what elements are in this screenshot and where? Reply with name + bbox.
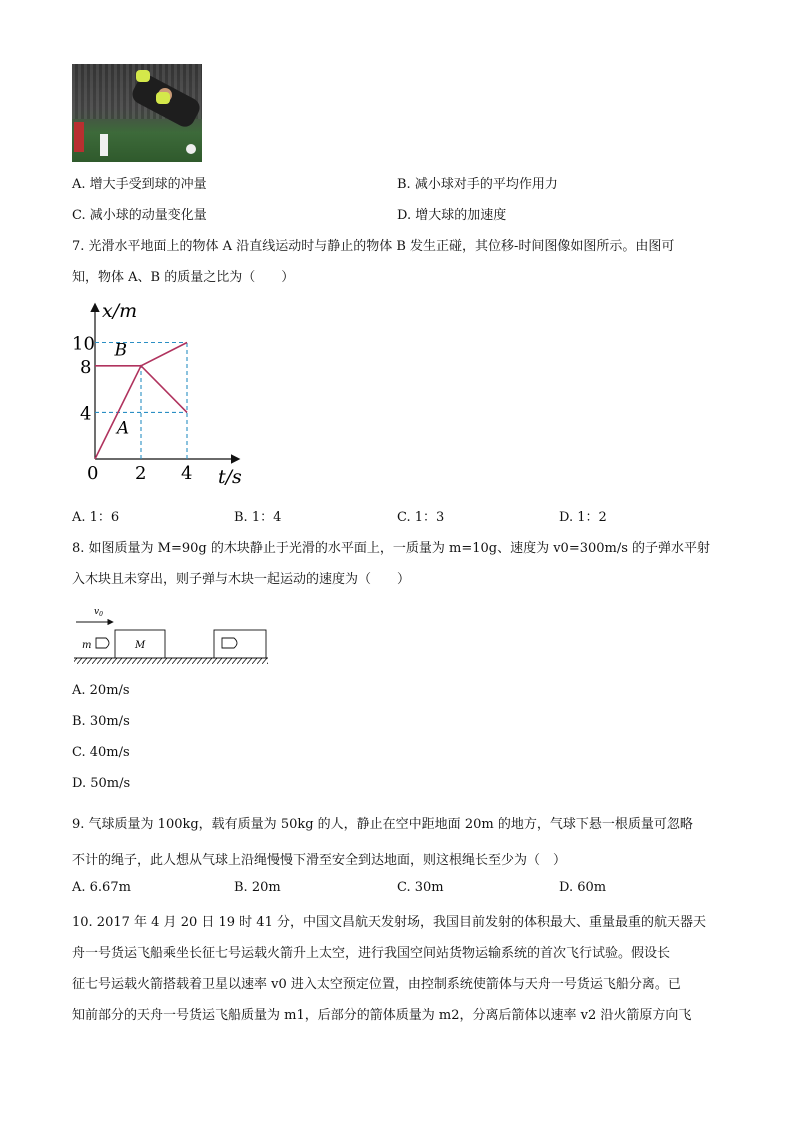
q10-stem-line2: 舟一号货运飞船乘坐长征七号运载火箭升上太空，进行我国空间站货物运输系统的首次飞行试验。假设长 xyxy=(72,946,671,961)
q9-option-c: C. 30m xyxy=(397,880,444,895)
y-tick-label: 4 xyxy=(80,403,92,425)
block-mass-label: M xyxy=(135,640,146,651)
q8-bullet-block-figure xyxy=(72,598,272,666)
q8-option-d: D. 50m/s xyxy=(72,776,131,791)
x-axis-label: t/s xyxy=(218,466,242,488)
q6-option-d: D. 增大球的加速度 xyxy=(397,208,507,223)
q8-stem-line1: 8. 如图质量为 M=90g 的木块静止于光滑的水平面上，一质量为 m=10g、速度为 v0=300m/s 的子弹水平射 xyxy=(72,541,711,556)
q9-stem-line1: 9. 气球质量为 100kg，载有质量为 50kg 的人，静止在空中距地面 20m 的地方，气球下悬一根质量可忽略 xyxy=(72,817,693,832)
q7-option-c: C. 1：3 xyxy=(397,510,445,525)
q9-stem-line2: 不计的绳子，此人想从气球上沿绳慢慢下滑至安全到达地面，则这根绳长至少为（ ） xyxy=(72,853,567,868)
q9-option-a: A. 6.67m xyxy=(72,880,131,895)
q7-stem-line2: 知，物体 A、B 的质量之比为（ ） xyxy=(72,270,295,285)
series-a-label: A xyxy=(116,418,130,439)
y-tick-label: 8 xyxy=(80,356,92,378)
x-tick-label: 4 xyxy=(181,463,193,484)
q6-option-c: C. 减小球的动量变化量 xyxy=(72,208,207,223)
q7-xt-graph xyxy=(70,295,260,495)
q9-option-d: D. 60m xyxy=(559,880,607,895)
bullet-embedded xyxy=(222,638,237,648)
q10-stem-line1: 10. 2017 年 4 月 20 日 19 时 41 分，中国文昌航天发射场，我国目前发射的体积最大、重量最重的航天器天 xyxy=(72,915,706,930)
q8-option-b: B. 30m/s xyxy=(72,714,130,729)
y-axis-label: x/m xyxy=(102,300,138,322)
series-b-line xyxy=(95,343,187,366)
x-tick-label: 2 xyxy=(135,463,147,484)
velocity-label: $v_0$ xyxy=(94,607,103,618)
goalkeeper-photo xyxy=(72,64,202,162)
q7-stem-line1: 7. 光滑水平地面上的物体 A 沿直线运动时与静止的物体 B 发生正碰，其位移-时间图像如图所示。由图可 xyxy=(72,239,675,254)
y-tick-label: 10 xyxy=(72,333,95,355)
q6-option-a: A. 增大手受到球的冲量 xyxy=(72,177,207,192)
q9-option-b: B. 20m xyxy=(234,880,281,895)
series-b-label: B xyxy=(114,340,128,361)
ground-hatch xyxy=(74,658,268,664)
q6-option-b: B. 减小球对手的平均作用力 xyxy=(397,177,558,192)
q7-option-d: D. 1：2 xyxy=(559,510,607,525)
q8-option-a: A. 20m/s xyxy=(72,683,130,698)
origin-label: 0 xyxy=(87,463,99,484)
q7-option-b: B. 1：4 xyxy=(234,510,282,525)
q7-option-a: A. 1：6 xyxy=(72,510,120,525)
q10-stem-line3: 征七号运载火箭搭载着卫星以速率 v0 进入太空预定位置，由控制系统使箭体与天舟一号货运飞船分离。已 xyxy=(72,977,681,992)
q10-stem-line4: 知前部分的天舟一号货运飞船质量为 m1，后部分的箭体质量为 m2，分离后箭体以速率 v2 沿火箭原方向飞 xyxy=(72,1008,692,1023)
q8-option-c: C. 40m/s xyxy=(72,745,130,760)
bullet-mass-label: m xyxy=(82,640,92,651)
q8-stem-line2: 入木块且未穿出，则子弹与木块一起运动的速度为（ ） xyxy=(72,572,411,587)
bullet xyxy=(96,638,109,648)
